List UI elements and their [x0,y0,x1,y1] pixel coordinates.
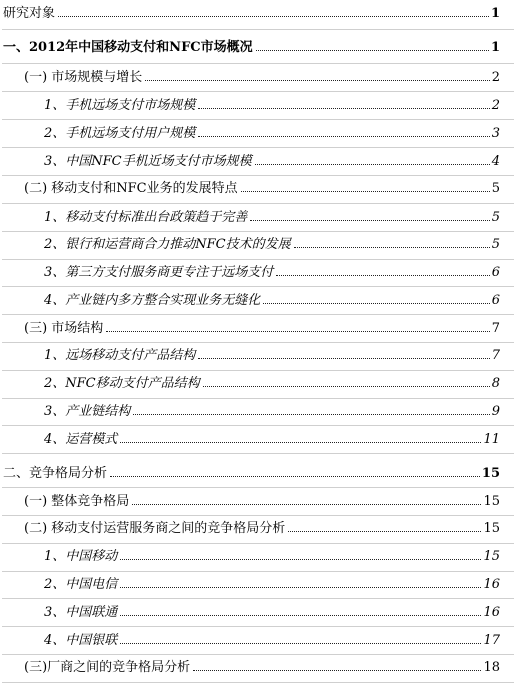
separator-line [2,314,514,315]
toc-entry-page: 15 [481,466,500,481]
dot-leader [198,357,489,359]
separator-line [2,63,514,64]
dot-leader [120,586,481,588]
toc-entry-label: (一) 市场规模与增长 [24,70,143,85]
separator-line [2,342,514,343]
dot-leader [263,302,489,304]
toc-entry-page: 2 [491,98,500,113]
separator-line [2,654,514,655]
separator-line [2,119,514,120]
toc-entry-page: 1 [490,40,500,55]
toc-entry-page: 6 [491,293,500,308]
toc-entry-page: 5 [491,181,500,196]
toc-entry[interactable] [3,465,500,483]
separator-line [2,425,514,426]
toc-entry-label: 2、手机远场支付用户规模 [44,126,196,141]
separator-line [2,571,514,572]
dot-leader [106,330,489,332]
toc-entry[interactable] [44,236,500,254]
toc-entry[interactable] [24,659,500,677]
toc-entry-page: 6 [491,265,500,280]
dot-leader [294,246,490,248]
toc-entry-label: (三) 市场结构 [24,321,104,336]
separator-line [2,598,514,599]
separator-line [2,543,514,544]
toc-entry-page: 2 [491,70,500,85]
toc-entry-label: 2、银行和运营商合力推动NFC技术的发展 [44,237,291,252]
separator-line [2,175,514,176]
toc-entry[interactable] [24,320,500,338]
separator-line [2,91,514,92]
toc-entry[interactable] [44,153,500,171]
toc-entry-label: 一、2012年中国移动支付和NFC市场概况 [3,40,253,55]
toc-entry-label: (二) 移动支付和NFC业务的发展特点 [24,181,238,196]
toc-entry-page: 8 [491,376,500,391]
toc-entry-page: 1 [490,6,500,21]
toc-entry[interactable] [24,520,500,538]
toc-entry-label: 3、中国NFC手机近场支付市场规模 [44,154,252,169]
separator-line [2,203,514,204]
toc-entry-page: 15 [483,521,500,536]
separator-line [2,286,514,287]
dot-leader [193,669,481,671]
separator-line [2,398,514,399]
dot-leader [110,475,480,477]
separator-line [2,231,514,232]
toc-entry[interactable] [24,180,500,198]
separator-line [2,682,514,683]
toc-entry-label: 2、中国电信 [44,577,118,592]
toc-entry-label: 3、中国联通 [44,605,118,620]
toc-entry[interactable] [24,493,500,511]
toc-entry-page: 7 [491,348,500,363]
toc-entry[interactable] [3,5,500,23]
toc-entry[interactable] [44,347,500,365]
toc-entry-page: 9 [491,404,500,419]
dot-leader [145,79,489,81]
toc-entry-page: 16 [483,577,500,592]
dot-leader [255,163,490,165]
toc-entry-page: 5 [491,237,500,252]
dot-leader [132,503,481,505]
dot-leader [120,614,481,616]
toc-entry-label: 1、远场移动支付产品结构 [44,348,196,363]
toc-entry-label: (三)厂商之间的竞争格局分析 [24,660,191,675]
toc-entry-label: 2、NFC移动支付产品结构 [44,376,200,391]
separator-line [2,147,514,148]
dot-leader [120,558,481,560]
toc-entry-label: (二) 移动支付运营服务商之间的竞争格局分析 [24,521,286,536]
dot-leader [250,219,489,221]
toc-entry-page: 15 [483,549,500,564]
toc-entry[interactable] [3,39,500,57]
toc-entry[interactable] [44,209,500,227]
toc-entry-label: 4、产业链内多方整合实现业务无缝化 [44,293,261,308]
toc-entry[interactable] [44,604,500,622]
toc-entry-page: 7 [491,321,500,336]
toc-entry-label: 研究对象 [3,6,56,21]
separator-line [2,626,514,627]
toc-entry-label: 1、移动支付标准出台政策趋于完善 [44,210,248,225]
toc-entry[interactable] [44,431,500,449]
dot-leader [120,642,481,644]
toc-entry-label: 1、手机远场支付市场规模 [44,98,196,113]
toc-entry[interactable] [44,576,500,594]
dot-leader [256,49,489,51]
toc-entry-label: 4、中国银联 [44,633,118,648]
dot-leader [133,413,489,415]
separator-line [2,29,514,30]
toc-entry[interactable] [44,292,500,310]
separator-line [2,370,514,371]
separator-line [2,487,514,488]
toc-entry-label: 4、运营模式 [44,432,118,447]
toc-entry[interactable] [44,125,500,143]
toc-entry[interactable] [44,97,500,115]
separator-line [2,515,514,516]
toc-entry[interactable] [24,69,500,87]
toc-entry-page: 16 [483,605,500,620]
toc-entry-page: 5 [491,210,500,225]
dot-leader [203,385,490,387]
dot-leader [241,190,490,192]
separator-line [2,259,514,260]
toc-entry-label: 3、产业链结构 [44,404,131,419]
toc-entry[interactable] [44,632,500,650]
separator-line [2,453,514,454]
toc-entry-page: 11 [483,432,500,447]
toc-entry-page: 3 [491,126,500,141]
toc-entry-page: 17 [483,633,500,648]
toc-entry-label: 二、竞争格局分析 [3,466,108,481]
toc-entry-label: 1、中国移动 [44,549,118,564]
dot-leader [58,15,489,17]
toc-entry-label: 3、第三方支付服务商更专注于远场支付 [44,265,274,280]
toc-entry[interactable] [44,375,500,393]
toc-entry-page: 15 [483,494,500,509]
toc-entry[interactable] [44,403,500,421]
dot-leader [276,274,489,276]
toc-entry-page: 18 [483,660,500,675]
dot-leader [198,107,489,109]
dot-leader [120,441,481,443]
dot-leader [198,135,489,137]
dot-leader [288,530,481,532]
toc-entry[interactable] [44,548,500,566]
toc-entry-label: (一) 整体竞争格局 [24,494,130,509]
toc-entry-page: 4 [491,154,500,169]
toc-entry[interactable] [44,264,500,282]
